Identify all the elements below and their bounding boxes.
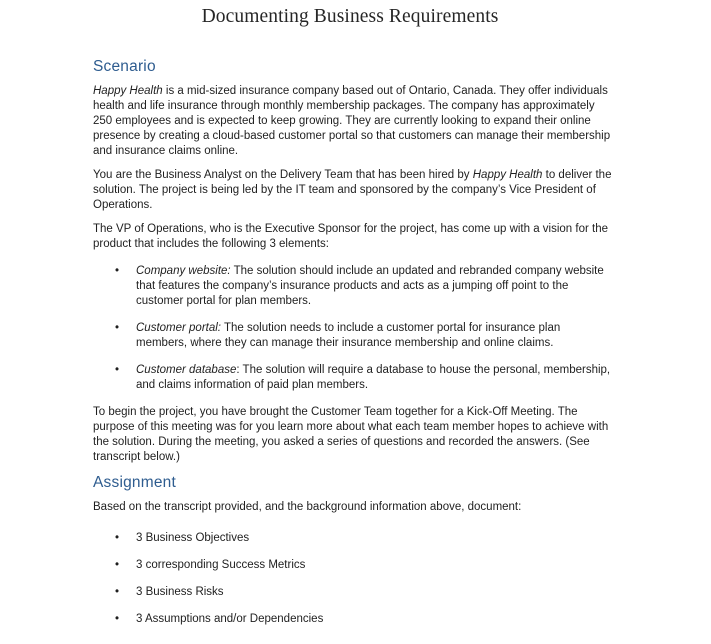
element-description: The solution needs to include a customer portal for insurance plan members, where they can manage their insurance membership and online claims.	[136, 322, 561, 349]
scenario-heading: Scenario	[93, 58, 156, 75]
list-item-task	[93, 558, 613, 573]
assignment-section	[93, 474, 613, 627]
bullet-icon: •	[115, 322, 120, 334]
scenario-paragraph-1-text: is a mid-sized insurance company based out of Ontario, Canada. They offer individuals health and life insurance through monthly membership packages. The company has approximately 250 employees and is expected to keep growing. They are currently looking to expand their online presence by creating a cloud-based customer portal so that customers can manage their membership and insurance claims online.	[93, 85, 611, 157]
list-item-task	[93, 531, 613, 546]
list-item-customer-portal	[93, 321, 613, 351]
bullet-icon: •	[115, 265, 120, 277]
scenario-paragraph-1	[93, 84, 613, 159]
scenario-paragraph-3: The VP of Operations, who is the Executive Sponsor for the project, has come up with a vision for the product that includes the following 3 elements:	[93, 223, 609, 250]
company-name: Happy Health	[472, 169, 543, 181]
scenario-section	[93, 58, 613, 465]
document-body	[93, 58, 613, 639]
bullet-icon: •	[115, 364, 120, 376]
bullet-icon: •	[115, 532, 120, 544]
task-label: 3 corresponding Success Metrics	[136, 559, 306, 571]
company-name: Happy Health	[93, 85, 163, 97]
element-name: Customer portal:	[136, 322, 222, 334]
bullet-icon: •	[115, 613, 120, 625]
scenario-paragraph-2	[93, 168, 613, 213]
product-elements-list	[93, 264, 613, 393]
task-label: 3 Assumptions and/or Dependencies	[136, 613, 324, 625]
task-label: 3 Business Risks	[136, 586, 224, 598]
list-item-company-website	[93, 264, 613, 309]
element-description: : The solution will require a database to house the personal, membership, and claims information of paid plan members.	[136, 364, 611, 391]
scenario-paragraph-4: To begin the project, you have brought the Customer Team together for a Kick-Off Meeting. The purpose of this meeting was for you learn more about what each team member hopes to achieve with the solution. During the meeting, you asked a series of questions and recorded the answers. (See transcript below.)	[93, 406, 609, 463]
task-label: 3 Business Objectives	[136, 532, 250, 544]
element-name: Customer database	[136, 364, 237, 376]
bullet-icon: •	[115, 559, 120, 571]
scenario-paragraph-2-before: You are the Business Analyst on the Delivery Team that has been hired by	[93, 169, 473, 181]
assignment-heading: Assignment	[93, 474, 176, 491]
assignment-tasks-list	[93, 531, 613, 627]
list-item-customer-database	[93, 363, 613, 393]
element-description: The solution should include an updated and rebranded company website that features the company’s insurance products and acts as a jumping off point to the customer portal for plan members.	[136, 265, 604, 307]
scenario-paragraph-2-after: to deliver the solution. The project is being led by the IT team and sponsored by the company’s Vice President of Operations.	[93, 169, 612, 211]
element-name: Company website:	[136, 265, 231, 277]
list-item-task	[93, 585, 613, 600]
list-item-task	[93, 612, 613, 627]
document-title: Documenting Business Requirements	[201, 6, 499, 27]
assignment-intro: Based on the transcript provided, and the background information above, document:	[93, 501, 522, 513]
bullet-icon: •	[115, 586, 120, 598]
